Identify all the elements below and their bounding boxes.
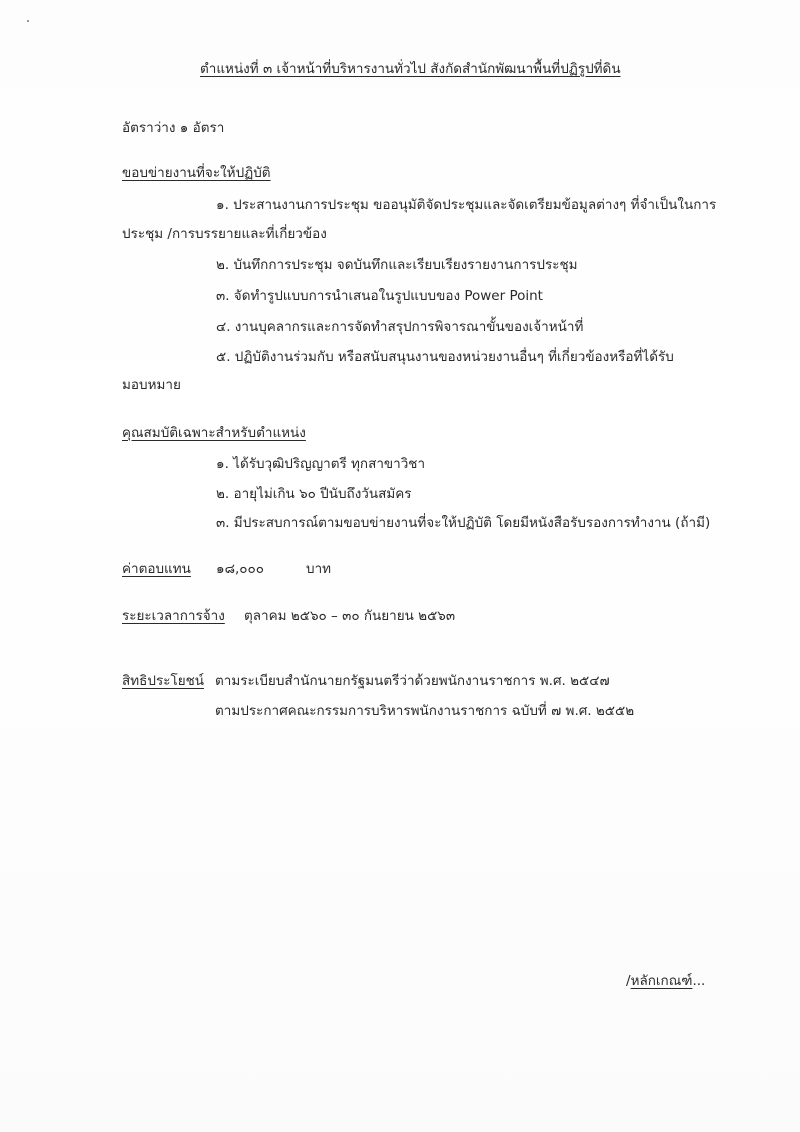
duty-item-4: ๔. งานบุคลากรและการจัดทำสรุปการพิจารณาขั้นของเจ้าหน้าที่ xyxy=(216,319,584,335)
compensation-value: ๑๘,๐๐๐ xyxy=(216,561,264,577)
benefits-line-2: ตามประกาศคณะกรรมการบริหารพนักงานราชการ ฉบับที่ ๗ พ.ศ. ๒๕๕๒ xyxy=(215,703,635,719)
continuation-word: หลักเกณฑ์ xyxy=(630,973,693,989)
qualifications-heading: คุณสมบัติเฉพาะสำหรับตำแหน่ง xyxy=(122,425,306,441)
duty-item-5: ๕. ปฏิบัติงานร่วมกับ หรือสนับสนุนงานของหน่วยงานอื่นๆ ที่เกี่ยวข้องหรือที่ได้รับ xyxy=(216,349,674,365)
qualification-item-1: ๑. ได้รับวุฒิปริญญาตรี ทุกสาขาวิชา xyxy=(216,456,426,472)
duty-item-3: ๓. จัดทำรูปแบบการนำเสนอในรูปแบบของ Power Point xyxy=(216,288,543,304)
vacancy-count: อัตราว่าง ๑ อัตรา xyxy=(122,120,225,136)
duty-item-1-continued: ประชุม /การบรรยายและที่เกี่ยวข้อง xyxy=(122,226,327,242)
qualification-item-2: ๒. อายุไม่เกิน ๖๐ ปีนับถึงวันสมัคร xyxy=(216,486,412,502)
position-title: ตำแหน่งที่ ๓ เจ้าหน้าที่บริหารงานทั่วไป สังกัดสำนักพัฒนาพื้นที่ปฏิรูปที่ดิน xyxy=(200,61,621,77)
duty-item-2: ๒. บันทึกการประชุม จดบันทึกและเรียบเรียงรายงานการประชุม xyxy=(216,257,578,273)
duties-heading: ขอบข่ายงานที่จะให้ปฏิบัติ xyxy=(122,165,271,181)
qualification-item-3: ๓. มีประสบการณ์ตามขอบข่ายงานที่จะให้ปฏิบัติ โดยมีหนังสือรับรองการทำงาน (ถ้ามี) xyxy=(216,515,711,531)
benefits-label: สิทธิประโยชน์ xyxy=(122,673,205,689)
scan-speck xyxy=(27,20,29,22)
employment-period-label: ระยะเวลาการจ้าง xyxy=(122,608,225,624)
duty-item-1: ๑. ประสานงานการประชุม ขออนุมัติจัดประชุมและจัดเตรียมข้อมูลต่างๆ ที่จำเป็นในการ xyxy=(216,197,717,213)
benefits-line-1: ตามระเบียบสำนักนายกรัฐมนตรีว่าด้วยพนักงานราชการ พ.ศ. ๒๕๔๗ xyxy=(215,673,610,689)
compensation-unit: บาท xyxy=(306,561,332,577)
continuation-suffix: ... xyxy=(692,973,706,989)
employment-period-value: ตุลาคม ๒๕๖๐ – ๓๐ กันยายน ๒๕๖๓ xyxy=(244,608,456,624)
continuation-note xyxy=(626,972,705,990)
duty-item-5-continued: มอบหมาย xyxy=(122,377,181,393)
compensation-label: ค่าตอบแทน xyxy=(122,561,191,577)
continuation-prefix: / xyxy=(626,973,631,989)
